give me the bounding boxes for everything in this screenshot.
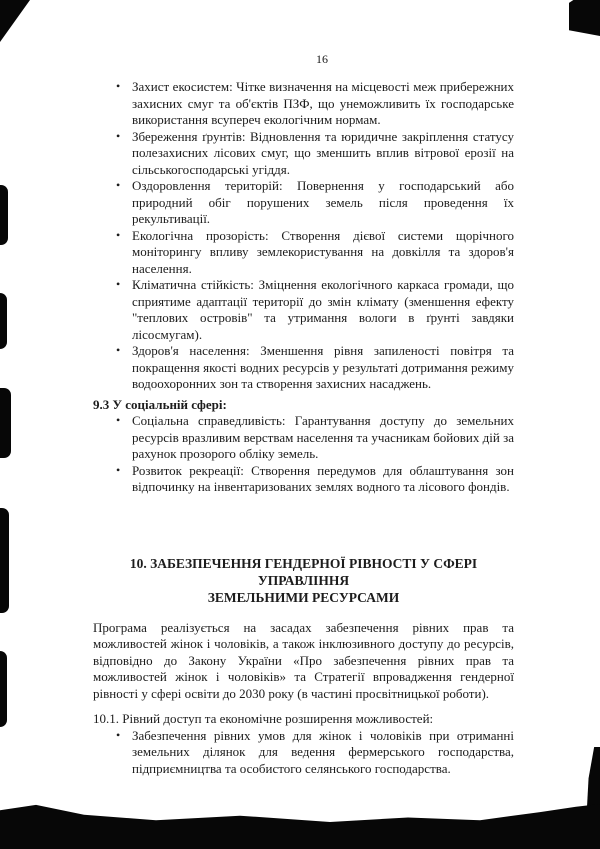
subsection-10-1-heading: 10.1. Рівний доступ та економічне розширення можливостей:: [93, 711, 434, 726]
bullet-marker: •: [116, 79, 121, 93]
list-item: [93, 228, 514, 278]
page-number: 16: [316, 52, 328, 66]
social-bullet-list: [93, 413, 514, 496]
section-10-heading-line-2: ЗЕМЕЛЬНИМИ РЕСУРСАМИ: [207, 589, 400, 605]
section-10-heading: [93, 555, 514, 606]
bullet-text: Екологічна прозорість: Створення дієвої системи щорічного моніторингу впливу землекористування на довкілля та здоров'я населення.: [132, 227, 514, 276]
bullet-text: Здоров'я населення: Зменшення рівня запиленості повітря та покращення якості водних ресурсів у результаті дотримання режиму водоохоронних зон та створення захисних насаджень.: [132, 343, 514, 391]
scan-artifact-bottom-edge: [0, 804, 600, 849]
bullet-text: Соціальна справедливість: Гарантування доступу до земельних ресурсів вразливим верствам населення та учасникам бойових дій за рахунок прозорого обліку земель.: [132, 413, 514, 461]
scan-artifact-left-edge: [0, 651, 7, 727]
list-item: [93, 277, 514, 343]
section-10-heading-line-1: 10. ЗАБЕЗПЕЧЕННЯ ГЕНДЕРНОЇ РІВНОСТІ У СФЕРІ УПРАВЛІННЯ: [129, 555, 478, 588]
bullet-text: Збереження ґрунтів: Відновлення та юридичне закріплення статусу полезахисних лісових смуг, що зменшить вплив вітрової ерозії на сільськогосподарські угіддя.: [132, 128, 514, 177]
scan-artifact-right-edge: [587, 747, 600, 807]
scan-artifact-left-edge: [0, 388, 11, 458]
scan-artifact-top-right: [569, 0, 600, 36]
bullet-marker: •: [116, 178, 121, 192]
ecology-bullet-list: [93, 79, 514, 393]
list-item: [93, 343, 514, 393]
list-item: [93, 129, 514, 179]
scan-artifact-left-edge: [0, 185, 8, 245]
scan-artifact-left-edge: [0, 508, 9, 613]
gender-bullet-list: [93, 728, 514, 778]
bullet-text: Забезпечення рівних умов для жінок і чоловіків при отриманні земельних ділянок для ведення фермерського господарства, підприємництва та особистого селянського господарства.: [132, 727, 514, 776]
list-item: [93, 728, 514, 778]
list-item: [93, 463, 514, 496]
bullet-text: Розвиток рекреації: Створення передумов для облаштування зон відпочинку на інвентаризованих землях водного та лісового фондів.: [132, 462, 514, 494]
scan-artifact-left-edge: [0, 293, 7, 349]
bullet-text: Оздоровлення територій: Повернення у господарський або природний обіг порушених земель після проведення їх рекультивації.: [132, 178, 514, 226]
list-item: [93, 79, 514, 129]
section-9-3-heading: 9.3 У соціальній сфері:: [93, 396, 227, 412]
bullet-marker: •: [116, 343, 121, 357]
bullet-text: Кліматична стійкість: Зміцнення екологічного каркаса громади, що сприятиме адаптації території до змін клімату (зменшення ефекту "теплових островів" та утримання вологи в ґрунті завдяки лісосмугам).: [132, 277, 514, 342]
bullet-marker: •: [116, 462, 121, 477]
list-item: [93, 178, 514, 228]
bullet-marker: •: [116, 128, 121, 143]
list-item: [93, 413, 514, 463]
bullet-marker: •: [116, 227, 121, 242]
page-content: [93, 79, 514, 777]
scan-artifact-top-left: [0, 0, 30, 42]
bullet-marker: •: [116, 277, 121, 291]
section-10-paragraph: Програма реалізується на засадах забезпечення рівних прав та можливостей жінок і чоловіків, а також інклюзивного доступу до ресурсів, відповідно до Закону України «Про забезпечення рівних прав та можливостей жінок і чоловіків» та Стратегії впровадження гендерної рівності у сфері освіти до 2030 року (в частині просвітницької роботи).: [93, 619, 514, 701]
bullet-text: Захист екосистем: Чітке визначення на місцевості меж прибережних захисних смуг та об'єктів ПЗФ, що унеможливить їх господарське використання всупереч екологічним нормам.: [132, 79, 514, 127]
bullet-marker: •: [116, 413, 121, 427]
bullet-marker: •: [116, 727, 121, 742]
